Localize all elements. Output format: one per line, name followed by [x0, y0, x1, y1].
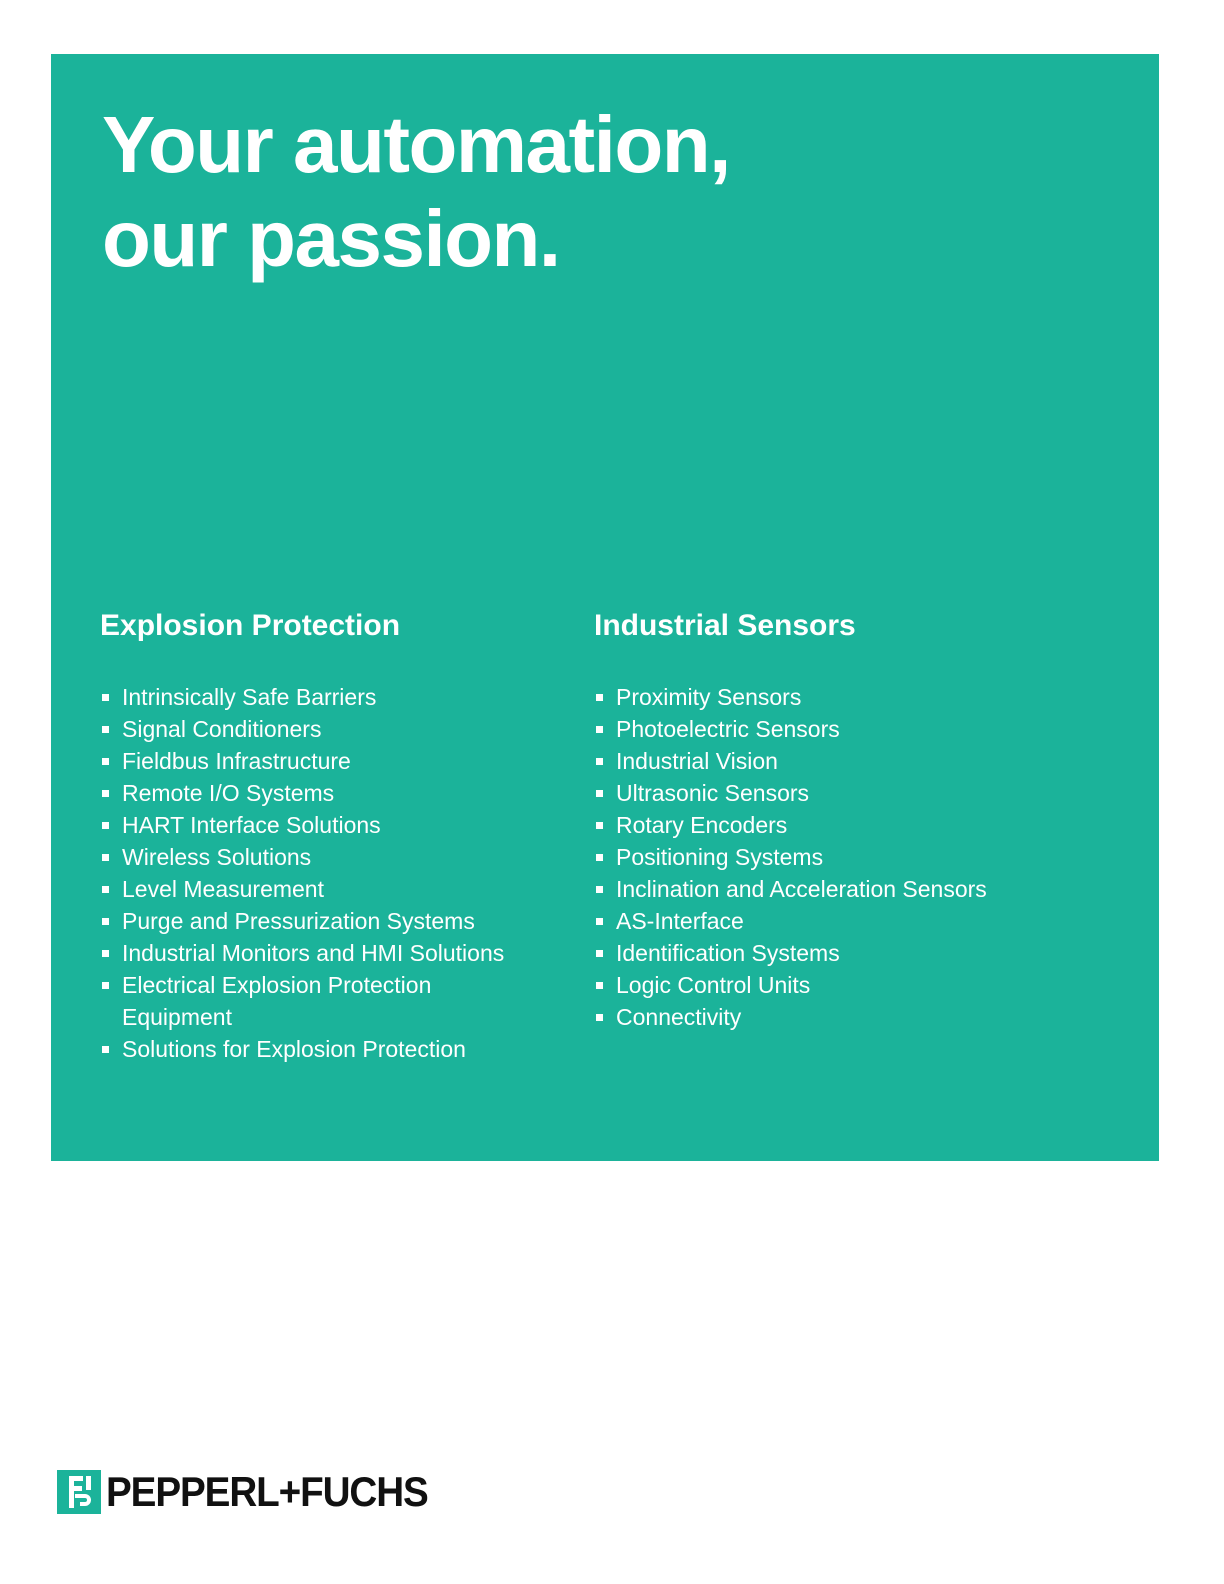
- list-item-label: Level Measurement: [122, 876, 324, 902]
- bullet-icon: [102, 982, 109, 989]
- bullet-icon: [596, 854, 603, 861]
- company-logo-text: PEPPERL+FUCHS: [106, 1468, 428, 1515]
- list-item-label: Wireless Solutions: [122, 844, 312, 870]
- bullet-icon: [596, 886, 603, 893]
- list-item-label: Industrial Monitors and HMI Solutions: [122, 940, 505, 966]
- bullet-icon: [102, 918, 109, 925]
- industrial-sensors-title: Industrial Sensors: [594, 609, 856, 642]
- list-item: [100, 713, 570, 745]
- list-item: [594, 841, 1094, 873]
- list-item-label: Industrial Vision: [616, 748, 778, 774]
- list-item: [594, 777, 1094, 809]
- bullet-icon: [596, 1014, 603, 1021]
- list-item: [594, 937, 1094, 969]
- explosion-protection-list: [100, 681, 570, 1065]
- bullet-icon: [596, 790, 603, 797]
- explosion-protection-title: Explosion Protection: [100, 609, 401, 642]
- list-item: [594, 1001, 1094, 1033]
- bullet-icon: [102, 790, 109, 797]
- list-item-label: Logic Control Units: [616, 972, 811, 998]
- list-item-label: Remote I/O Systems: [122, 780, 335, 806]
- industrial-sensors-list: [594, 681, 1094, 1033]
- bullet-icon: [596, 982, 603, 989]
- list-item-label: Identification Systems: [616, 940, 840, 966]
- list-item: [100, 873, 570, 905]
- bullet-icon: [596, 822, 603, 829]
- industrial-sensors-section: [594, 607, 1094, 1033]
- list-item-label: Positioning Systems: [616, 844, 824, 870]
- list-item-label: Proximity Sensors: [616, 684, 802, 710]
- list-item-label: Ultrasonic Sensors: [616, 780, 810, 806]
- list-item: [594, 745, 1094, 777]
- list-item-label: HART Interface Solutions: [122, 812, 381, 838]
- list-item: [594, 681, 1094, 713]
- list-item-label: Rotary Encoders: [616, 812, 788, 838]
- hero-panel: [51, 54, 1159, 1161]
- headline-line-1: Your automation,: [102, 100, 730, 189]
- list-item: [594, 905, 1094, 937]
- explosion-protection-section: [100, 607, 570, 1065]
- list-item: [100, 969, 482, 1033]
- list-item: [100, 681, 570, 713]
- list-item-label: Photoelectric Sensors: [616, 716, 840, 742]
- bullet-icon: [102, 886, 109, 893]
- bullet-icon: [596, 694, 603, 701]
- bullet-icon: [596, 758, 603, 765]
- list-item: [594, 713, 1094, 745]
- list-item-label: Connectivity: [616, 1004, 742, 1030]
- list-item-label: Electrical Explosion Protection Equipment: [122, 972, 432, 1030]
- list-item: [100, 905, 570, 937]
- bullet-icon: [102, 854, 109, 861]
- headline-line-2: our passion.: [102, 194, 560, 283]
- list-item-label: Intrinsically Safe Barriers: [122, 684, 377, 710]
- list-item-label: Purge and Pressurization Systems: [122, 908, 475, 934]
- list-item: [100, 809, 570, 841]
- pf-monogram-icon: [57, 1470, 101, 1514]
- list-item-label: AS-Interface: [616, 908, 744, 934]
- bullet-icon: [596, 918, 603, 925]
- bullet-icon: [102, 822, 109, 829]
- bullet-icon: [596, 726, 603, 733]
- bullet-icon: [102, 694, 109, 701]
- list-item: [100, 777, 570, 809]
- list-item-label: Fieldbus Infrastructure: [122, 748, 351, 774]
- headline: [102, 98, 730, 286]
- list-item-label: Signal Conditioners: [122, 716, 322, 742]
- bullet-icon: [102, 1046, 109, 1053]
- list-item: [594, 873, 1094, 905]
- list-item: [100, 937, 570, 969]
- bullet-icon: [102, 726, 109, 733]
- list-item: [100, 841, 570, 873]
- bullet-icon: [596, 950, 603, 957]
- list-item: [594, 969, 1094, 1001]
- list-item: [100, 1033, 570, 1065]
- list-item: [594, 809, 1094, 841]
- bullet-icon: [102, 758, 109, 765]
- list-item-label: Inclination and Acceleration Sensors: [616, 876, 987, 902]
- list-item: [100, 745, 570, 777]
- company-logo: [57, 1468, 456, 1516]
- bullet-icon: [102, 950, 109, 957]
- list-item-label: Solutions for Explosion Protection: [122, 1036, 466, 1062]
